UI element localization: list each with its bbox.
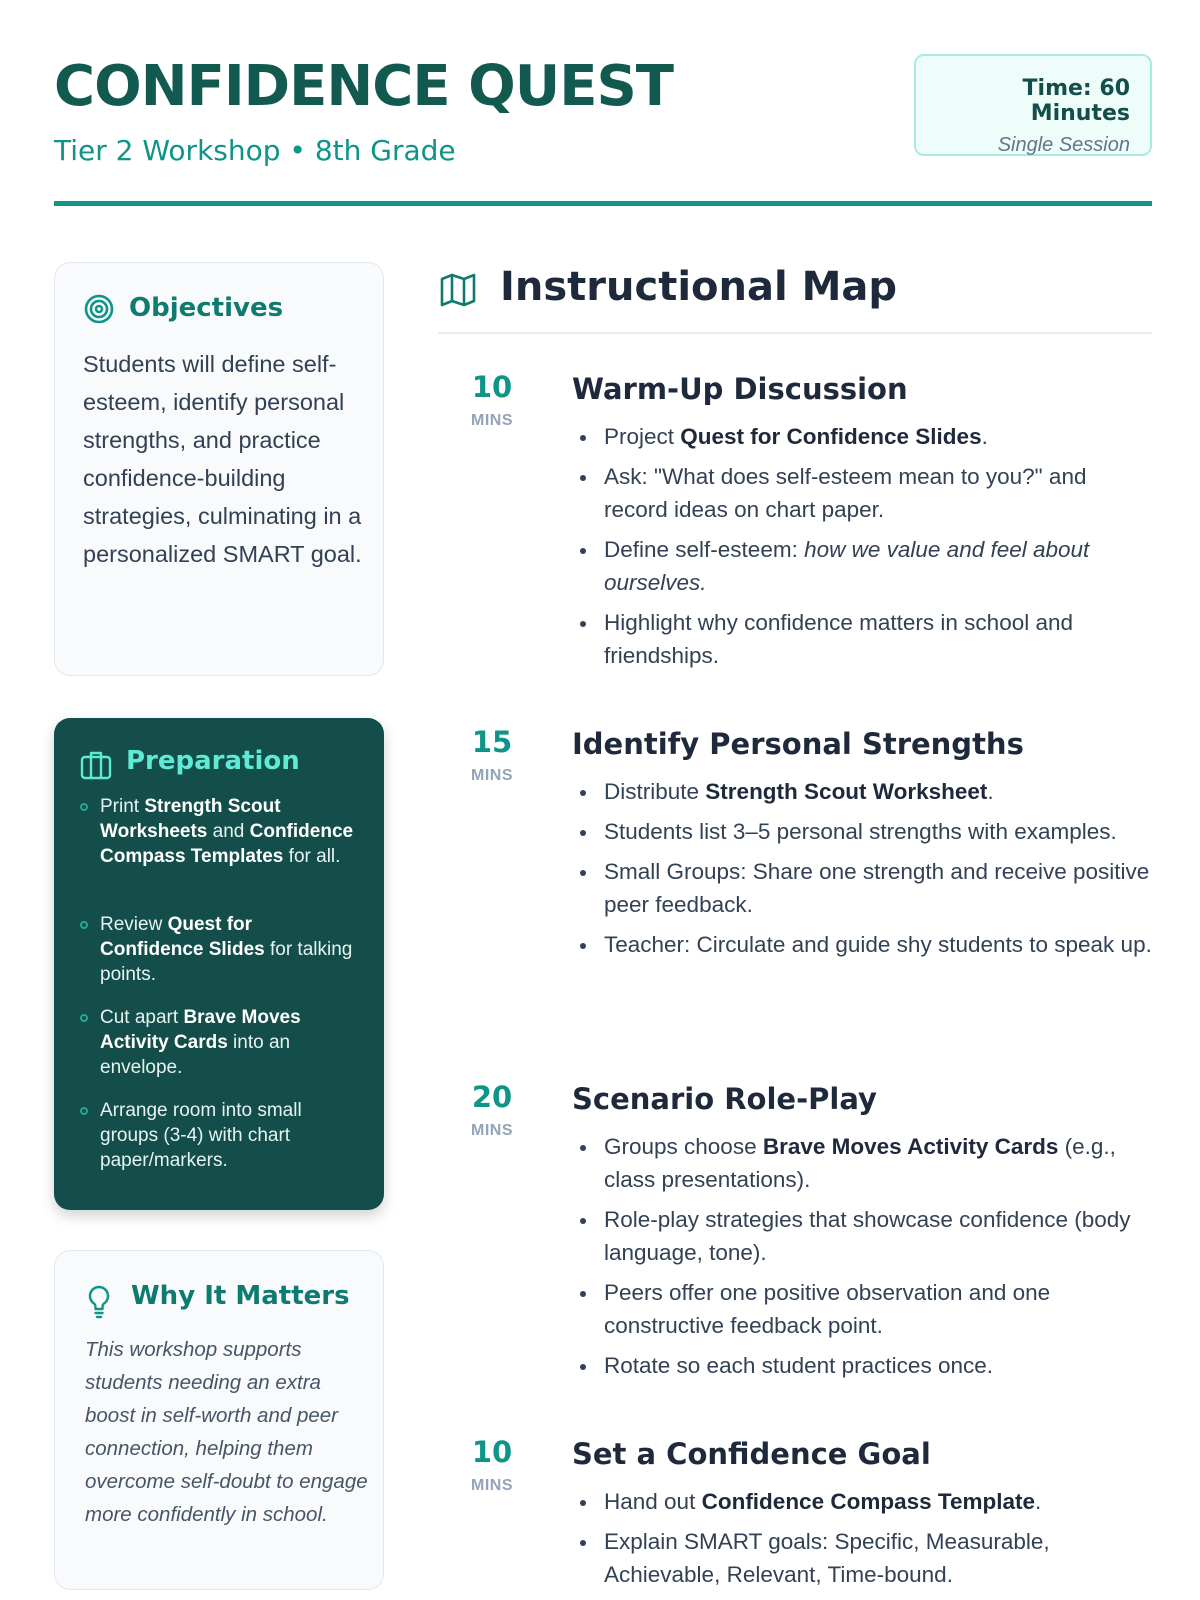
lightbulb-icon (87, 1285, 111, 1324)
step-bullet: Project Quest for Confidence Slides. (604, 420, 1152, 453)
step-bullet: Small Groups: Share one strength and receive positive peer feedback. (604, 855, 1152, 921)
preparation-card (54, 718, 384, 1210)
step-minutes: 10 (471, 1435, 513, 1469)
objectives-card (54, 262, 384, 676)
step-minutes: 20 (471, 1080, 513, 1114)
time-label: Time: 60 Minutes (1022, 76, 1130, 126)
step-title: Warm-Up Discussion (572, 372, 908, 406)
page-title: CONFIDENCE QUEST (54, 54, 673, 119)
step-bullets (604, 1130, 1152, 1389)
mins-label: MINS (471, 412, 513, 429)
mins-label: MINS (471, 767, 513, 784)
preparation-item: Review Quest for Confidence Slides for talking points. (100, 912, 360, 987)
why-text: This workshop supports students needing an extra boost in self-worth and peer connection, helping them overcome self-doubt to engage more confidently in school. (85, 1338, 368, 1526)
step-minutes: 10 (471, 370, 513, 404)
step-bullet: Peers offer one positive observation and one constructive feedback point. (604, 1276, 1152, 1342)
step-bullet: Groups choose Brave Moves Activity Cards (e.g., class presentations). (604, 1130, 1152, 1196)
step-bullet: Ask: "What does self-esteem mean to you?" and record ideas on chart paper. (604, 460, 1152, 526)
step-bullet: Distribute Strength Scout Worksheet. (604, 775, 1152, 808)
mins-label: MINS (471, 1477, 513, 1494)
step-bullet: Highlight why confidence matters in school and friendships. (604, 606, 1152, 672)
step-bullet: Students list 3–5 personal strengths with examples. (604, 815, 1152, 848)
step-title: Identify Personal Strengths (572, 727, 1024, 761)
step-bullets (604, 1485, 1152, 1598)
briefcase-icon (80, 750, 112, 785)
step-bullet: Teacher: Circulate and guide shy students to speak up. (604, 928, 1152, 961)
step-title: Set a Confidence Goal (572, 1437, 931, 1471)
step-bullets (604, 775, 1152, 968)
page-header (54, 40, 1152, 208)
step-bullet: Hand out Confidence Compass Template. (604, 1485, 1152, 1518)
preparation-item: Arrange room into small groups (3-4) with chart paper/markers. (100, 1098, 360, 1173)
header-divider (54, 201, 1152, 206)
preparation-item: Cut apart Brave Moves Activity Cards into an envelope. (100, 1005, 360, 1080)
session-label: Single Session (997, 134, 1130, 156)
preparation-item: Print Strength Scout Worksheets and Confidence Compass Templates for all. (100, 794, 360, 869)
step-bullet: Rotate so each student practices once. (604, 1349, 1152, 1382)
target-icon (83, 293, 115, 330)
preparation-title: Preparation (126, 746, 300, 776)
step-minutes: 15 (471, 725, 513, 759)
objectives-text: Students will define self-esteem, identify personal strengths, and practice confidence-building strategies, culminating in a personalized SMART goal. (83, 351, 362, 567)
objectives-title: Objectives (129, 293, 284, 323)
time-badge (914, 54, 1152, 156)
step-bullet: Explain SMART goals: Specific, Measurable, Achievable, Relevant, Time-bound. (604, 1525, 1152, 1591)
instructional-map-title: Instructional Map (500, 264, 898, 310)
step-bullets (604, 420, 1152, 679)
page-subtitle: Tier 2 Workshop • 8th Grade (54, 134, 456, 167)
why-it-matters-card (54, 1250, 384, 1590)
map-icon (440, 273, 476, 312)
step-bullet: Define self-esteem: how we value and feel about ourselves. (604, 533, 1152, 599)
step-title: Scenario Role-Play (572, 1082, 877, 1116)
step-bullet: Role-play strategies that showcase confidence (body language, tone). (604, 1203, 1152, 1269)
instructional-map-header (438, 264, 1152, 334)
mins-label: MINS (471, 1122, 513, 1139)
why-title: Why It Matters (131, 1281, 350, 1311)
